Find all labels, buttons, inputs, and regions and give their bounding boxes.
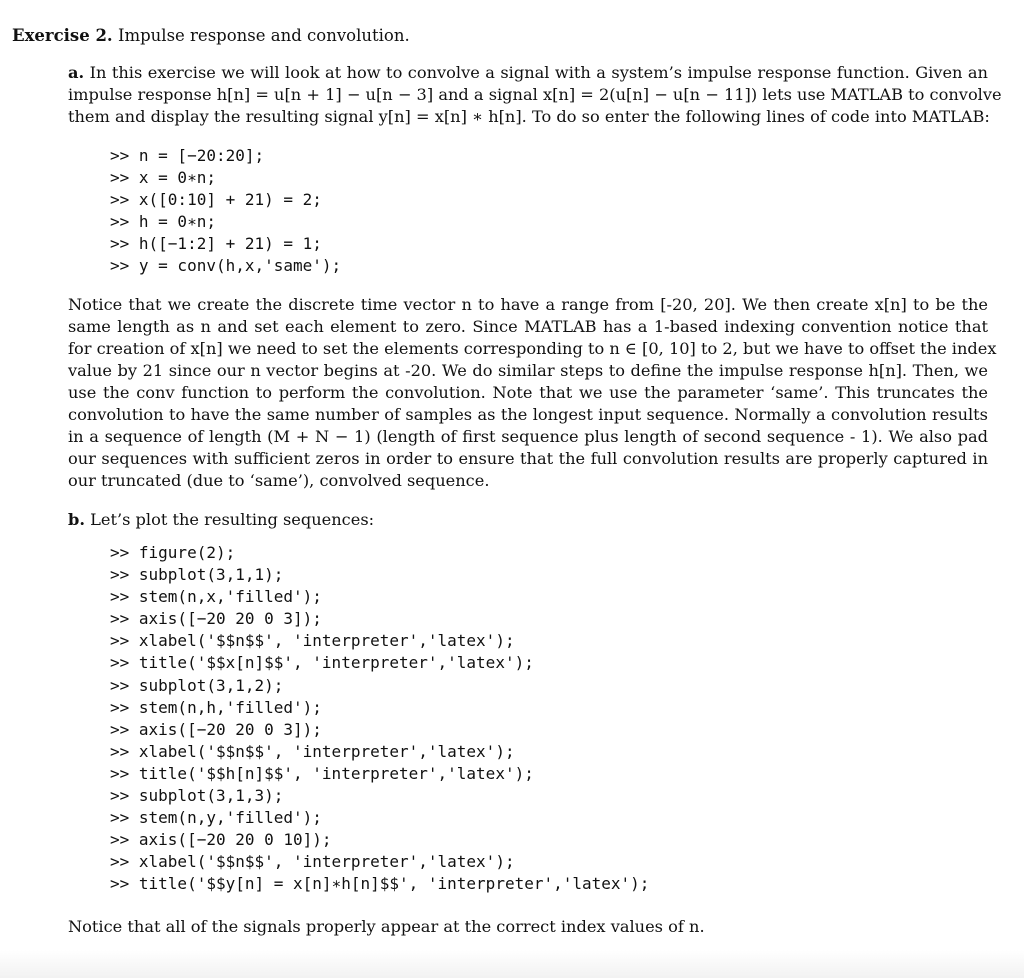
code-line: >> subplot(3,1,1); bbox=[110, 565, 284, 585]
notice-line: use the conv function to perform the convolution. Note that we use the parameter ‘same’. This truncates the bbox=[68, 383, 988, 402]
part-a-intro-line: them and display the resulting signal y[n] = x[n] ∗ h[n]. To do so enter the following lines of code into MATLAB: bbox=[68, 107, 990, 126]
code-line: >> figure(2); bbox=[110, 543, 236, 562]
part-a-intro-line: impulse response h[n] = u[n + 1] − u[n − 3] and a signal x[n] = 2(u[n] − u[n − 11]) lets use MATLAB to convolve bbox=[68, 85, 1002, 104]
part-b-label: b. bbox=[68, 510, 85, 529]
notice-line: our truncated (due to ‘same’), convolved sequence. bbox=[68, 471, 490, 490]
notice-line: our sequences with sufficient zeros in order to ensure that the full convolution results are properly captured in bbox=[68, 449, 988, 468]
code-line: >> xlabel('$$n$$', 'interpreter','latex'); bbox=[110, 631, 515, 651]
conclusion-text: Notice that all of the signals properly appear at the correct index values of n. bbox=[68, 917, 705, 936]
code-line: >> axis([−20 20 0 10]); bbox=[110, 830, 332, 850]
part-b-intro-text: Let’s plot the resulting sequences: bbox=[90, 510, 375, 529]
code-line: >> stem(n,x,'filled'); bbox=[110, 587, 322, 607]
exercise-heading bbox=[12, 26, 410, 45]
code-line: >> h([−1:2] + 21) = 1; bbox=[110, 234, 322, 253]
notice-line: for creation of x[n] we need to set the elements corresponding to n ∈ [0, 10] to 2, but we have to offset the index bbox=[68, 339, 997, 358]
part-a-intro bbox=[68, 62, 1002, 128]
code-line: >> title('$$x[n]$$', 'interpreter','latex'); bbox=[110, 653, 534, 673]
code-line: >> n = [−20:20]; bbox=[110, 146, 265, 165]
code-line: >> x = 0∗n; bbox=[110, 168, 216, 187]
code-line: >> subplot(3,1,3); bbox=[110, 786, 284, 806]
code-line: >> x([0:10] + 21) = 2; bbox=[110, 190, 322, 209]
code-line: >> stem(n,h,'filled'); bbox=[110, 697, 322, 717]
code-line: >> axis([−20 20 0 3]); bbox=[110, 719, 322, 739]
code-line: >> xlabel('$$n$$', 'interpreter','latex'); bbox=[110, 852, 515, 872]
code-line: >> xlabel('$$n$$', 'interpreter','latex'); bbox=[110, 741, 515, 761]
code-line: >> subplot(3,1,2); bbox=[110, 675, 284, 695]
notice-line: Notice that we create the discrete time vector n to have a range from [-20, 20]. We then create x[n] to be the bbox=[68, 295, 988, 314]
exercise-label: Exercise 2. bbox=[12, 26, 113, 45]
code-line: >> stem(n,y,'filled'); bbox=[110, 808, 322, 828]
page-bottom-edge bbox=[0, 950, 1024, 978]
code-line: >> y = conv(h,x,'same'); bbox=[110, 256, 342, 275]
code-line: >> axis([−20 20 0 3]); bbox=[110, 609, 322, 629]
notice-line: convolution to have the same number of samples as the longest input sequence. Normally a convolution results bbox=[68, 405, 988, 424]
exercise-title: Impulse response and convolution. bbox=[117, 26, 410, 45]
part-b-code-block bbox=[110, 542, 649, 896]
notice-line: same length as n and set each element to zero. Since MATLAB has a 1-based indexing convention notice that bbox=[68, 317, 988, 336]
part-a-label: a. bbox=[68, 63, 85, 82]
part-a-intro-line: In this exercise we will look at how to convolve a signal with a system’s impulse response function. Given an bbox=[89, 63, 988, 82]
notice-paragraph bbox=[68, 294, 997, 492]
notice-line: in a sequence of length (M + N − 1) (length of first sequence plus length of second sequence - 1). We also pad bbox=[68, 427, 988, 446]
notice-line: value by 21 since our n vector begins at -20. We do similar steps to define the impulse response h[n]. Then, we bbox=[68, 361, 988, 380]
conclusion-paragraph bbox=[68, 916, 988, 938]
part-a-code-block bbox=[110, 145, 341, 277]
part-b-intro bbox=[68, 509, 988, 531]
code-line: >> h = 0∗n; bbox=[110, 212, 216, 231]
code-line: >> title('$$h[n]$$', 'interpreter','latex'); bbox=[110, 763, 534, 783]
code-line: >> title('$$y[n] = x[n]∗h[n]$$', 'interpreter','latex'); bbox=[110, 874, 650, 894]
